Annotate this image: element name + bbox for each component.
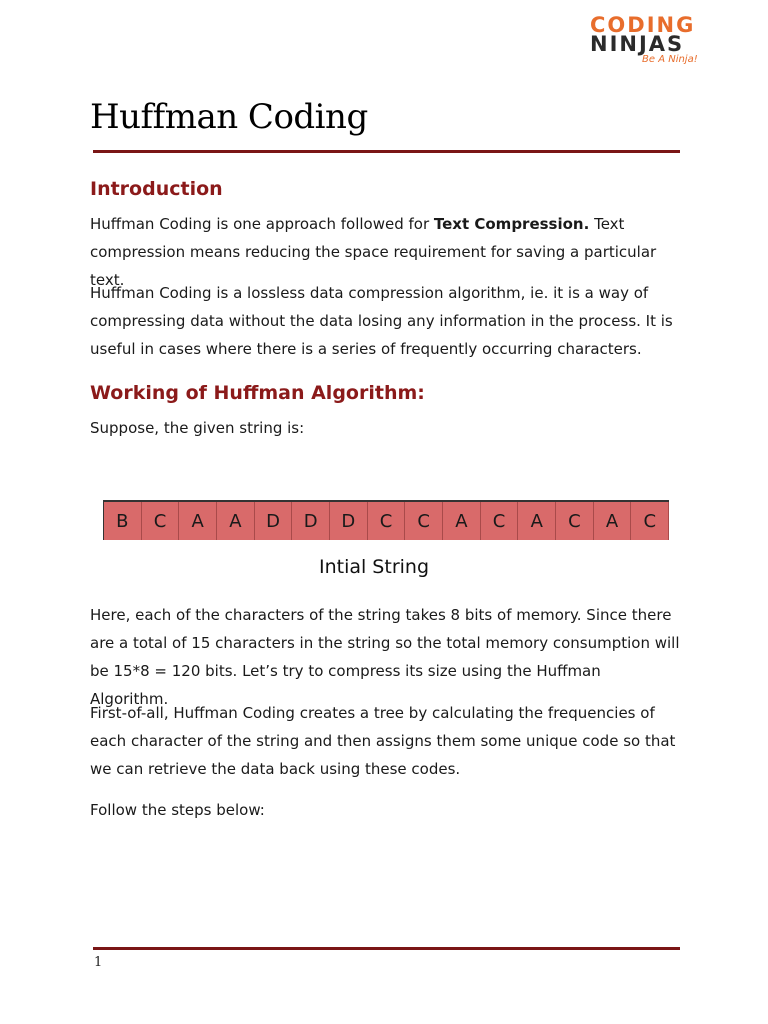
intro-paragraph-2: Huffman Coding is a lossless data compression algorithm, ie. it is a way of compressing data without the data losing any information in the process. It is useful in cases where there is a series of frequently occurring characters. [90,284,673,358]
string-char-cell: A [594,502,632,540]
page-title: Huffman Coding [90,97,368,137]
intro-p1-text-end: Text compression means reducing the space requirement for saving a particular text. [90,215,657,289]
string-char-cell: B [104,502,142,540]
working-paragraph-3: First-of-all, Huffman Coding creates a tree by calculating the frequencies of each character of the string and then assigns them some unique code so that we can retrieve the data back using these codes. [90,704,676,778]
string-char-cell: A [179,502,217,540]
logo-line2: NINJAS [590,32,685,56]
title-divider [93,150,680,153]
string-char-cell: C [556,502,594,540]
coding-ninjas-logo [588,14,706,68]
string-char-cell: C [368,502,406,540]
logo-line1: CODING [590,13,696,37]
intro-heading: Introduction [90,178,223,200]
string-char-cell: C [405,502,443,540]
footer-divider [93,947,680,950]
working-paragraph-1: Suppose, the given string is: [90,419,305,437]
string-char-cell: A [518,502,556,540]
string-char-cell: D [255,502,293,540]
string-char-cell: D [330,502,368,540]
string-char-cell: C [142,502,180,540]
logo-tagline: Be A Ninja! [642,54,698,65]
working-paragraph-2: Here, each of the characters of the string takes 8 bits of memory. Since there are a total of 15 characters in the string so the total memory consumption will be 15*8 = 120 bits. Let’s try to compress its size using the Huffman Algorithm. [90,606,680,708]
string-char-cell: A [443,502,481,540]
string-char-cell: D [292,502,330,540]
string-caption: Intial String [318,556,430,578]
initial-string-strip [103,500,669,540]
string-char-cell: A [217,502,255,540]
intro-p1-text: Huffman Coding is one approach followed for [90,215,434,233]
intro-p1-bold: Text Compression. [433,215,590,233]
working-paragraph-4: Follow the steps below: [90,801,265,819]
string-char-cell: C [631,502,669,540]
working-heading: Working of Huffman Algorithm: [90,382,425,404]
string-char-cell: C [481,502,519,540]
page-number: 1 [94,955,103,970]
